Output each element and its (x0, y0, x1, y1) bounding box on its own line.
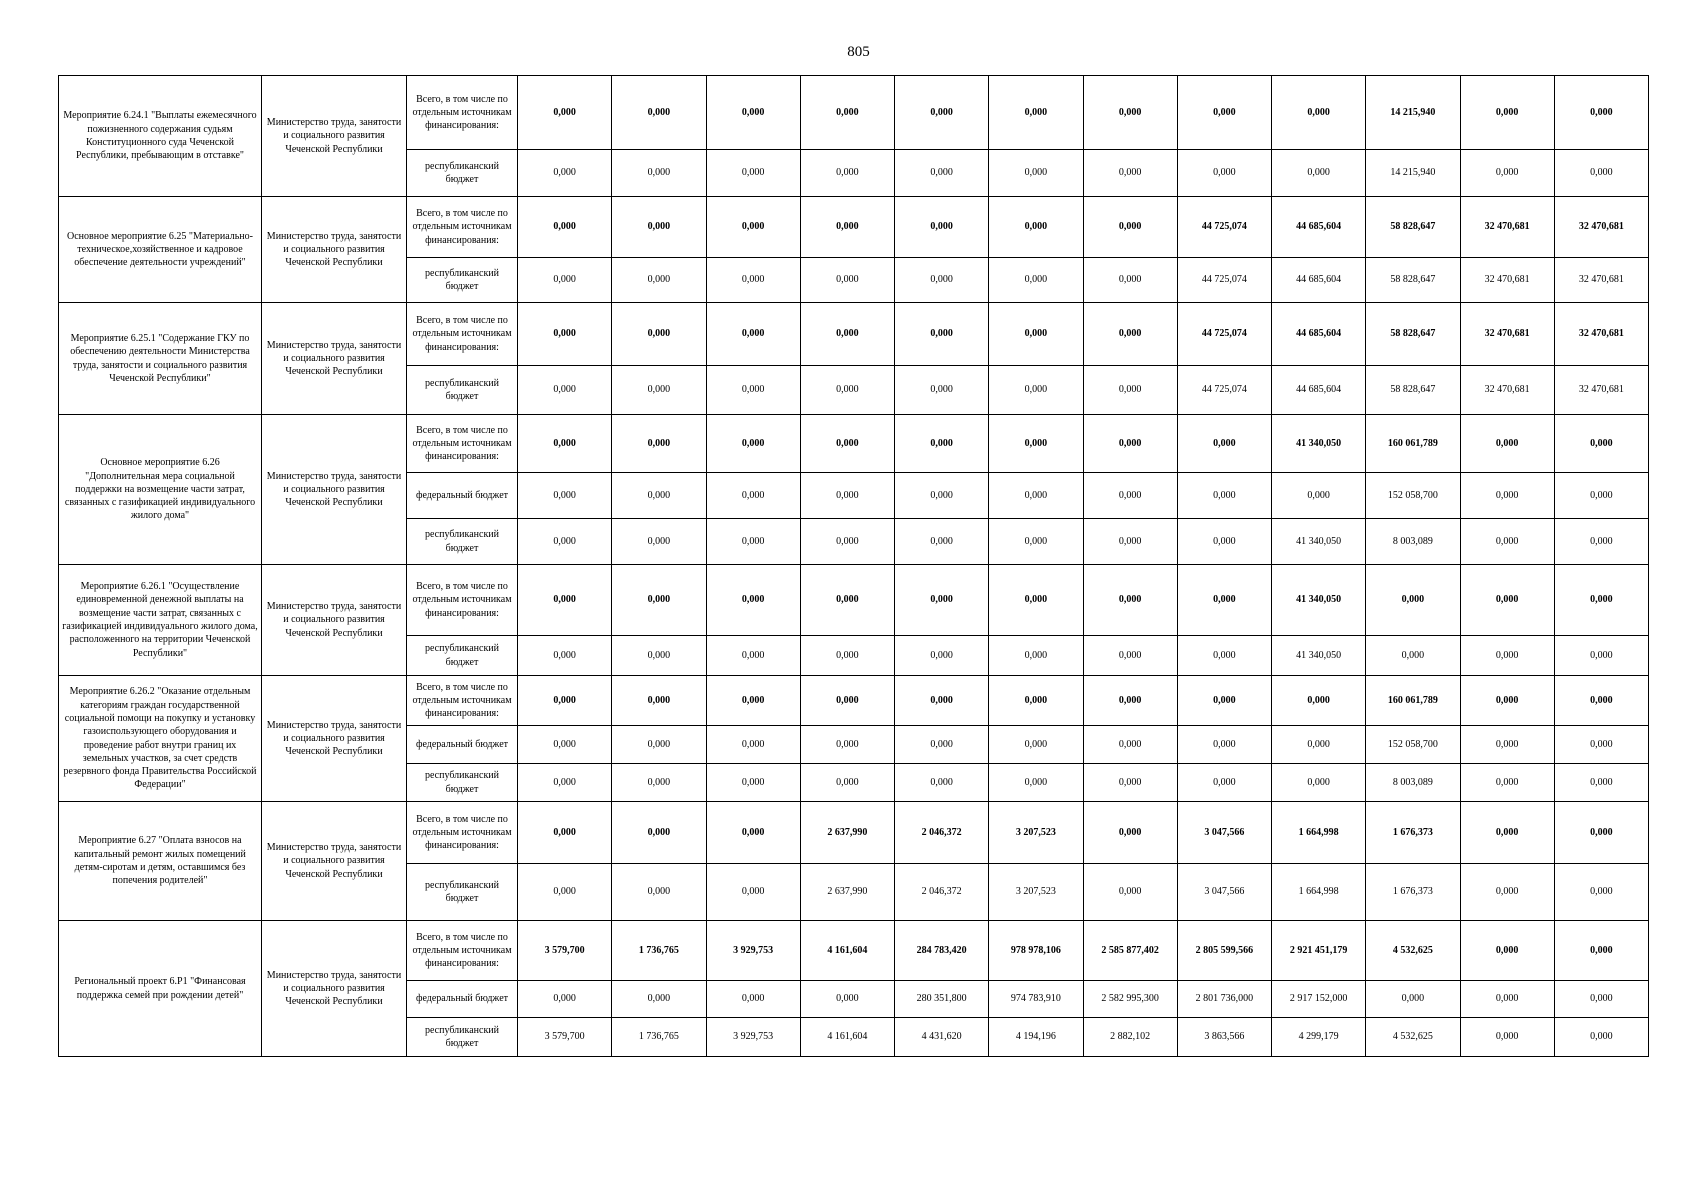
amount-cell: 0,000 (1083, 764, 1177, 802)
amount-cell: 0,000 (895, 366, 989, 415)
table-row (59, 303, 1649, 366)
amount-cell: 2 882,102 (1083, 1018, 1177, 1057)
amount-cell: 152 058,700 (1366, 473, 1460, 519)
amount-cell: 0,000 (1460, 473, 1554, 519)
amount-cell: 1 736,765 (612, 1018, 706, 1057)
amount-cell: 160 061,789 (1366, 415, 1460, 473)
amount-cell: 0,000 (800, 726, 894, 764)
amount-cell: 0,000 (1554, 150, 1648, 197)
amount-cell: 0,000 (989, 565, 1083, 636)
amount-cell: 0,000 (1554, 76, 1648, 150)
funding-source-label: республиканский бюджет (407, 864, 518, 921)
amount-cell: 0,000 (1083, 197, 1177, 258)
amount-cell: 0,000 (895, 303, 989, 366)
responsible-executor: Министерство труда, занятости и социального развития Чеченской Республики (262, 921, 407, 1057)
funding-source-label: федеральный бюджет (407, 473, 518, 519)
funding-source-label: Всего, в том числе по отдельным источникам финансирования: (407, 802, 518, 864)
amount-cell: 0,000 (1083, 258, 1177, 303)
amount-cell: 44 725,074 (1177, 197, 1271, 258)
amount-cell: 8 003,089 (1366, 764, 1460, 802)
table-row (59, 76, 1649, 150)
funding-source-label: Всего, в том числе по отдельным источникам финансирования: (407, 565, 518, 636)
amount-cell: 0,000 (1083, 519, 1177, 565)
amount-cell: 0,000 (989, 303, 1083, 366)
amount-cell: 32 470,681 (1460, 197, 1554, 258)
amount-cell: 0,000 (1554, 565, 1648, 636)
page-number: 805 (847, 44, 870, 60)
amount-cell: 0,000 (1554, 726, 1648, 764)
measure-name: Мероприятие 6.27 "Оплата взносов на капитальный ремонт жилых помещений детям-сиротам и детям, оставшимся без попечения родителей" (59, 802, 262, 921)
amount-cell: 0,000 (800, 76, 894, 150)
responsible-executor: Министерство труда, занятости и социального развития Чеченской Республики (262, 565, 407, 676)
amount-cell: 2 637,990 (800, 802, 894, 864)
amount-cell: 14 215,940 (1366, 76, 1460, 150)
amount-cell: 0,000 (1554, 1018, 1648, 1057)
funding-source-label: Всего, в том числе по отдельным источникам финансирования: (407, 303, 518, 366)
table-row (59, 802, 1649, 864)
amount-cell: 58 828,647 (1366, 366, 1460, 415)
amount-cell: 0,000 (800, 415, 894, 473)
funding-source-label: федеральный бюджет (407, 981, 518, 1018)
funding-source-label: Всего, в том числе по отдельным источникам финансирования: (407, 676, 518, 726)
amount-cell: 32 470,681 (1554, 197, 1648, 258)
amount-cell: 0,000 (1460, 981, 1554, 1018)
amount-cell: 0,000 (612, 636, 706, 676)
amount-cell: 0,000 (1460, 519, 1554, 565)
amount-cell: 0,000 (1460, 802, 1554, 864)
funding-source-label: Всего, в том числе по отдельным источникам финансирования: (407, 197, 518, 258)
amount-cell: 0,000 (518, 258, 612, 303)
amount-cell: 0,000 (1460, 676, 1554, 726)
amount-cell: 1 664,998 (1272, 864, 1366, 921)
amount-cell: 2 046,372 (895, 802, 989, 864)
amount-cell: 2 637,990 (800, 864, 894, 921)
amount-cell: 0,000 (706, 864, 800, 921)
amount-cell: 0,000 (612, 76, 706, 150)
amount-cell: 0,000 (895, 415, 989, 473)
amount-cell: 0,000 (1366, 636, 1460, 676)
amount-cell: 0,000 (1083, 366, 1177, 415)
amount-cell: 0,000 (989, 150, 1083, 197)
amount-cell: 4 299,179 (1272, 1018, 1366, 1057)
amount-cell: 0,000 (1554, 764, 1648, 802)
amount-cell: 0,000 (1554, 519, 1648, 565)
amount-cell: 0,000 (895, 565, 989, 636)
amount-cell: 0,000 (800, 150, 894, 197)
amount-cell: 44 685,604 (1272, 258, 1366, 303)
amount-cell: 0,000 (706, 519, 800, 565)
amount-cell: 14 215,940 (1366, 150, 1460, 197)
amount-cell: 41 340,050 (1272, 415, 1366, 473)
measure-name: Мероприятие 6.26.2 "Оказание отдельным категориям граждан государственной социальной помощи на покупку и установку газоиспользующего оборудования и проведение работ внутри границ их земельных участков, за счет средств резервного фонда Правительства Российской Федерации" (59, 676, 262, 802)
table-row (59, 921, 1649, 981)
amount-cell: 0,000 (706, 415, 800, 473)
amount-cell: 44 685,604 (1272, 303, 1366, 366)
amount-cell: 0,000 (1272, 764, 1366, 802)
amount-cell: 58 828,647 (1366, 303, 1460, 366)
amount-cell: 0,000 (706, 258, 800, 303)
amount-cell: 0,000 (612, 473, 706, 519)
amount-cell: 3 929,753 (706, 1018, 800, 1057)
amount-cell: 0,000 (612, 415, 706, 473)
amount-cell: 0,000 (518, 636, 612, 676)
amount-cell: 2 805 599,566 (1177, 921, 1271, 981)
amount-cell: 0,000 (1083, 864, 1177, 921)
amount-cell: 32 470,681 (1554, 258, 1648, 303)
amount-cell: 4 431,620 (895, 1018, 989, 1057)
amount-cell: 0,000 (1083, 415, 1177, 473)
amount-cell: 0,000 (518, 519, 612, 565)
amount-cell: 0,000 (612, 150, 706, 197)
amount-cell: 0,000 (1272, 676, 1366, 726)
amount-cell: 2 046,372 (895, 864, 989, 921)
amount-cell: 0,000 (1083, 473, 1177, 519)
amount-cell: 0,000 (612, 197, 706, 258)
amount-cell: 0,000 (706, 726, 800, 764)
amount-cell: 0,000 (518, 150, 612, 197)
amount-cell: 160 061,789 (1366, 676, 1460, 726)
amount-cell: 0,000 (706, 676, 800, 726)
amount-cell: 0,000 (800, 366, 894, 415)
amount-cell: 0,000 (1460, 76, 1554, 150)
amount-cell: 280 351,800 (895, 981, 989, 1018)
measure-name: Основное мероприятие 6.25 "Материально-техническое,хозяйственное и кадровое обеспечение деятельности учреждений" (59, 197, 262, 303)
amount-cell: 0,000 (706, 366, 800, 415)
amount-cell: 0,000 (1177, 519, 1271, 565)
table-row (59, 415, 1649, 473)
amount-cell: 0,000 (518, 303, 612, 366)
amount-cell: 0,000 (706, 802, 800, 864)
amount-cell: 0,000 (1554, 802, 1648, 864)
amount-cell: 0,000 (612, 258, 706, 303)
amount-cell: 0,000 (518, 197, 612, 258)
amount-cell: 0,000 (1460, 565, 1554, 636)
amount-cell: 0,000 (612, 726, 706, 764)
amount-cell: 0,000 (706, 764, 800, 802)
amount-cell: 0,000 (1460, 764, 1554, 802)
amount-cell: 0,000 (1177, 636, 1271, 676)
amount-cell: 0,000 (1554, 864, 1648, 921)
amount-cell: 0,000 (989, 473, 1083, 519)
amount-cell: 1 676,373 (1366, 864, 1460, 921)
amount-cell: 0,000 (706, 981, 800, 1018)
amount-cell: 0,000 (1083, 150, 1177, 197)
amount-cell: 4 161,604 (800, 921, 894, 981)
amount-cell: 0,000 (1272, 726, 1366, 764)
responsible-executor: Министерство труда, занятости и социального развития Чеченской Республики (262, 802, 407, 921)
amount-cell: 0,000 (612, 366, 706, 415)
amount-cell: 44 685,604 (1272, 197, 1366, 258)
amount-cell: 0,000 (895, 676, 989, 726)
funding-source-label: республиканский бюджет (407, 150, 518, 197)
amount-cell: 0,000 (800, 676, 894, 726)
funding-source-label: республиканский бюджет (407, 764, 518, 802)
amount-cell: 0,000 (989, 76, 1083, 150)
amount-cell: 0,000 (800, 565, 894, 636)
amount-cell: 0,000 (1083, 565, 1177, 636)
measure-name: Региональный проект 6.P1 "Финансовая поддержка семей при рождении детей" (59, 921, 262, 1057)
amount-cell: 0,000 (518, 764, 612, 802)
amount-cell: 0,000 (800, 303, 894, 366)
amount-cell: 0,000 (800, 197, 894, 258)
amount-cell: 3 207,523 (989, 864, 1083, 921)
amount-cell: 0,000 (1177, 565, 1271, 636)
amount-cell: 0,000 (518, 726, 612, 764)
funding-source-label: республиканский бюджет (407, 636, 518, 676)
amount-cell: 0,000 (895, 473, 989, 519)
amount-cell: 3 207,523 (989, 802, 1083, 864)
funding-source-label: федеральный бюджет (407, 726, 518, 764)
measure-name: Основное мероприятие 6.26 "Дополнительная мера социальной поддержки на возмещение части затрат, связанных с газификацией индивидуального жилого дома" (59, 415, 262, 565)
amount-cell: 2 582 995,300 (1083, 981, 1177, 1018)
amount-cell: 0,000 (989, 519, 1083, 565)
amount-cell: 0,000 (1083, 76, 1177, 150)
funding-source-label: Всего, в том числе по отдельным источникам финансирования: (407, 921, 518, 981)
amount-cell: 41 340,050 (1272, 565, 1366, 636)
amount-cell: 0,000 (706, 76, 800, 150)
amount-cell: 1 676,373 (1366, 802, 1460, 864)
amount-cell: 0,000 (518, 415, 612, 473)
amount-cell: 0,000 (989, 197, 1083, 258)
amount-cell: 0,000 (518, 473, 612, 519)
amount-cell: 978 978,106 (989, 921, 1083, 981)
amount-cell: 2 917 152,000 (1272, 981, 1366, 1018)
amount-cell: 32 470,681 (1554, 303, 1648, 366)
amount-cell: 0,000 (1177, 676, 1271, 726)
amount-cell: 0,000 (895, 726, 989, 764)
amount-cell: 32 470,681 (1460, 303, 1554, 366)
amount-cell: 0,000 (1083, 636, 1177, 676)
measure-name: Мероприятие 6.26.1 "Осуществление единовременной денежной выплаты на возмещение части затрат, связанных с газификацией индивидуального жилого дома, расположенного на территории Чеченской Республики" (59, 565, 262, 676)
amount-cell: 0,000 (1177, 473, 1271, 519)
amount-cell: 1 664,998 (1272, 802, 1366, 864)
amount-cell: 3 047,566 (1177, 864, 1271, 921)
amount-cell: 0,000 (1460, 921, 1554, 981)
amount-cell: 0,000 (1554, 415, 1648, 473)
amount-cell: 0,000 (800, 258, 894, 303)
amount-cell: 0,000 (706, 303, 800, 366)
amount-cell: 0,000 (706, 197, 800, 258)
amount-cell: 4 194,196 (989, 1018, 1083, 1057)
amount-cell: 0,000 (1177, 764, 1271, 802)
amount-cell: 0,000 (895, 764, 989, 802)
amount-cell: 0,000 (1366, 981, 1460, 1018)
amount-cell: 2 921 451,179 (1272, 921, 1366, 981)
funding-source-label: республиканский бюджет (407, 366, 518, 415)
responsible-executor: Министерство труда, занятости и социального развития Чеченской Республики (262, 676, 407, 802)
amount-cell: 0,000 (800, 981, 894, 1018)
amount-cell: 0,000 (1177, 76, 1271, 150)
amount-cell: 0,000 (895, 636, 989, 676)
responsible-executor: Министерство труда, занятости и социального развития Чеченской Республики (262, 415, 407, 565)
table-row (59, 197, 1649, 258)
funding-source-label: Всего, в том числе по отдельным источникам финансирования: (407, 415, 518, 473)
amount-cell: 0,000 (518, 864, 612, 921)
amount-cell: 32 470,681 (1460, 366, 1554, 415)
amount-cell: 1 736,765 (612, 921, 706, 981)
amount-cell: 3 863,566 (1177, 1018, 1271, 1057)
measure-name: Мероприятие 6.25.1 "Содержание ГКУ по обеспечению деятельности Министерства труда, занятости и социального развития Чеченской Республики" (59, 303, 262, 415)
amount-cell: 41 340,050 (1272, 636, 1366, 676)
amount-cell: 974 783,910 (989, 981, 1083, 1018)
amount-cell: 0,000 (1177, 415, 1271, 473)
amount-cell: 0,000 (1177, 150, 1271, 197)
amount-cell: 0,000 (1554, 921, 1648, 981)
amount-cell: 0,000 (895, 197, 989, 258)
amount-cell: 44 725,074 (1177, 303, 1271, 366)
responsible-executor: Министерство труда, занятости и социального развития Чеченской Республики (262, 76, 407, 197)
amount-cell: 0,000 (1272, 76, 1366, 150)
amount-cell: 0,000 (895, 258, 989, 303)
amount-cell: 0,000 (1272, 473, 1366, 519)
amount-cell: 44 685,604 (1272, 366, 1366, 415)
amount-cell: 32 470,681 (1460, 258, 1554, 303)
amount-cell: 0,000 (800, 764, 894, 802)
table-row (59, 565, 1649, 636)
amount-cell: 0,000 (989, 764, 1083, 802)
amount-cell: 0,000 (518, 981, 612, 1018)
amount-cell: 41 340,050 (1272, 519, 1366, 565)
amount-cell: 58 828,647 (1366, 197, 1460, 258)
amount-cell: 0,000 (1177, 726, 1271, 764)
amount-cell: 3 579,700 (518, 921, 612, 981)
amount-cell: 0,000 (1460, 1018, 1554, 1057)
amount-cell: 0,000 (989, 415, 1083, 473)
amount-cell: 0,000 (800, 473, 894, 519)
amount-cell: 8 003,089 (1366, 519, 1460, 565)
amount-cell: 0,000 (612, 802, 706, 864)
amount-cell: 0,000 (989, 726, 1083, 764)
amount-cell: 152 058,700 (1366, 726, 1460, 764)
amount-cell: 0,000 (612, 565, 706, 636)
funding-source-label: Всего, в том числе по отдельным источникам финансирования: (407, 76, 518, 150)
amount-cell: 0,000 (518, 565, 612, 636)
amount-cell: 3 047,566 (1177, 802, 1271, 864)
amount-cell: 0,000 (989, 636, 1083, 676)
responsible-executor: Министерство труда, занятости и социального развития Чеченской Республики (262, 303, 407, 415)
amount-cell: 0,000 (518, 802, 612, 864)
amount-cell: 0,000 (989, 366, 1083, 415)
amount-cell: 3 929,753 (706, 921, 800, 981)
amount-cell: 0,000 (895, 150, 989, 197)
budget-table (58, 75, 1649, 1057)
amount-cell: 0,000 (706, 565, 800, 636)
amount-cell: 0,000 (1460, 150, 1554, 197)
amount-cell: 0,000 (1460, 636, 1554, 676)
amount-cell: 0,000 (612, 981, 706, 1018)
amount-cell: 32 470,681 (1554, 366, 1648, 415)
amount-cell: 0,000 (518, 676, 612, 726)
amount-cell: 0,000 (1460, 415, 1554, 473)
amount-cell: 0,000 (800, 519, 894, 565)
amount-cell: 0,000 (1460, 864, 1554, 921)
amount-cell: 0,000 (1554, 981, 1648, 1018)
amount-cell: 0,000 (1083, 726, 1177, 764)
amount-cell: 0,000 (518, 76, 612, 150)
amount-cell: 2 801 736,000 (1177, 981, 1271, 1018)
amount-cell: 0,000 (612, 864, 706, 921)
amount-cell: 0,000 (612, 519, 706, 565)
amount-cell: 284 783,420 (895, 921, 989, 981)
funding-source-label: республиканский бюджет (407, 519, 518, 565)
amount-cell: 0,000 (1366, 565, 1460, 636)
amount-cell: 4 532,625 (1366, 1018, 1460, 1057)
amount-cell: 0,000 (1083, 303, 1177, 366)
amount-cell: 0,000 (895, 76, 989, 150)
measure-name: Мероприятие 6.24.1 "Выплаты ежемесячного пожизненного содержания судьям Конституционного суда Чеченской Республики, пребывающим в отставке" (59, 76, 262, 197)
table-row (59, 676, 1649, 726)
amount-cell: 0,000 (1083, 676, 1177, 726)
amount-cell: 0,000 (612, 764, 706, 802)
amount-cell: 2 585 877,402 (1083, 921, 1177, 981)
amount-cell: 3 579,700 (518, 1018, 612, 1057)
amount-cell: 0,000 (1083, 802, 1177, 864)
amount-cell: 58 828,647 (1366, 258, 1460, 303)
funding-source-label: республиканский бюджет (407, 258, 518, 303)
amount-cell: 0,000 (1460, 726, 1554, 764)
funding-source-label: республиканский бюджет (407, 1018, 518, 1057)
amount-cell: 44 725,074 (1177, 366, 1271, 415)
amount-cell: 0,000 (706, 150, 800, 197)
amount-cell: 0,000 (706, 473, 800, 519)
amount-cell: 0,000 (989, 258, 1083, 303)
amount-cell: 0,000 (518, 366, 612, 415)
amount-cell: 0,000 (800, 636, 894, 676)
amount-cell: 0,000 (1554, 676, 1648, 726)
amount-cell: 0,000 (612, 676, 706, 726)
amount-cell: 0,000 (1554, 473, 1648, 519)
amount-cell: 0,000 (1272, 150, 1366, 197)
amount-cell: 4 161,604 (800, 1018, 894, 1057)
amount-cell: 0,000 (612, 303, 706, 366)
amount-cell: 0,000 (706, 636, 800, 676)
amount-cell: 44 725,074 (1177, 258, 1271, 303)
responsible-executor: Министерство труда, занятости и социального развития Чеченской Республики (262, 197, 407, 303)
amount-cell: 4 532,625 (1366, 921, 1460, 981)
amount-cell: 0,000 (895, 519, 989, 565)
amount-cell: 0,000 (1554, 636, 1648, 676)
amount-cell: 0,000 (989, 676, 1083, 726)
